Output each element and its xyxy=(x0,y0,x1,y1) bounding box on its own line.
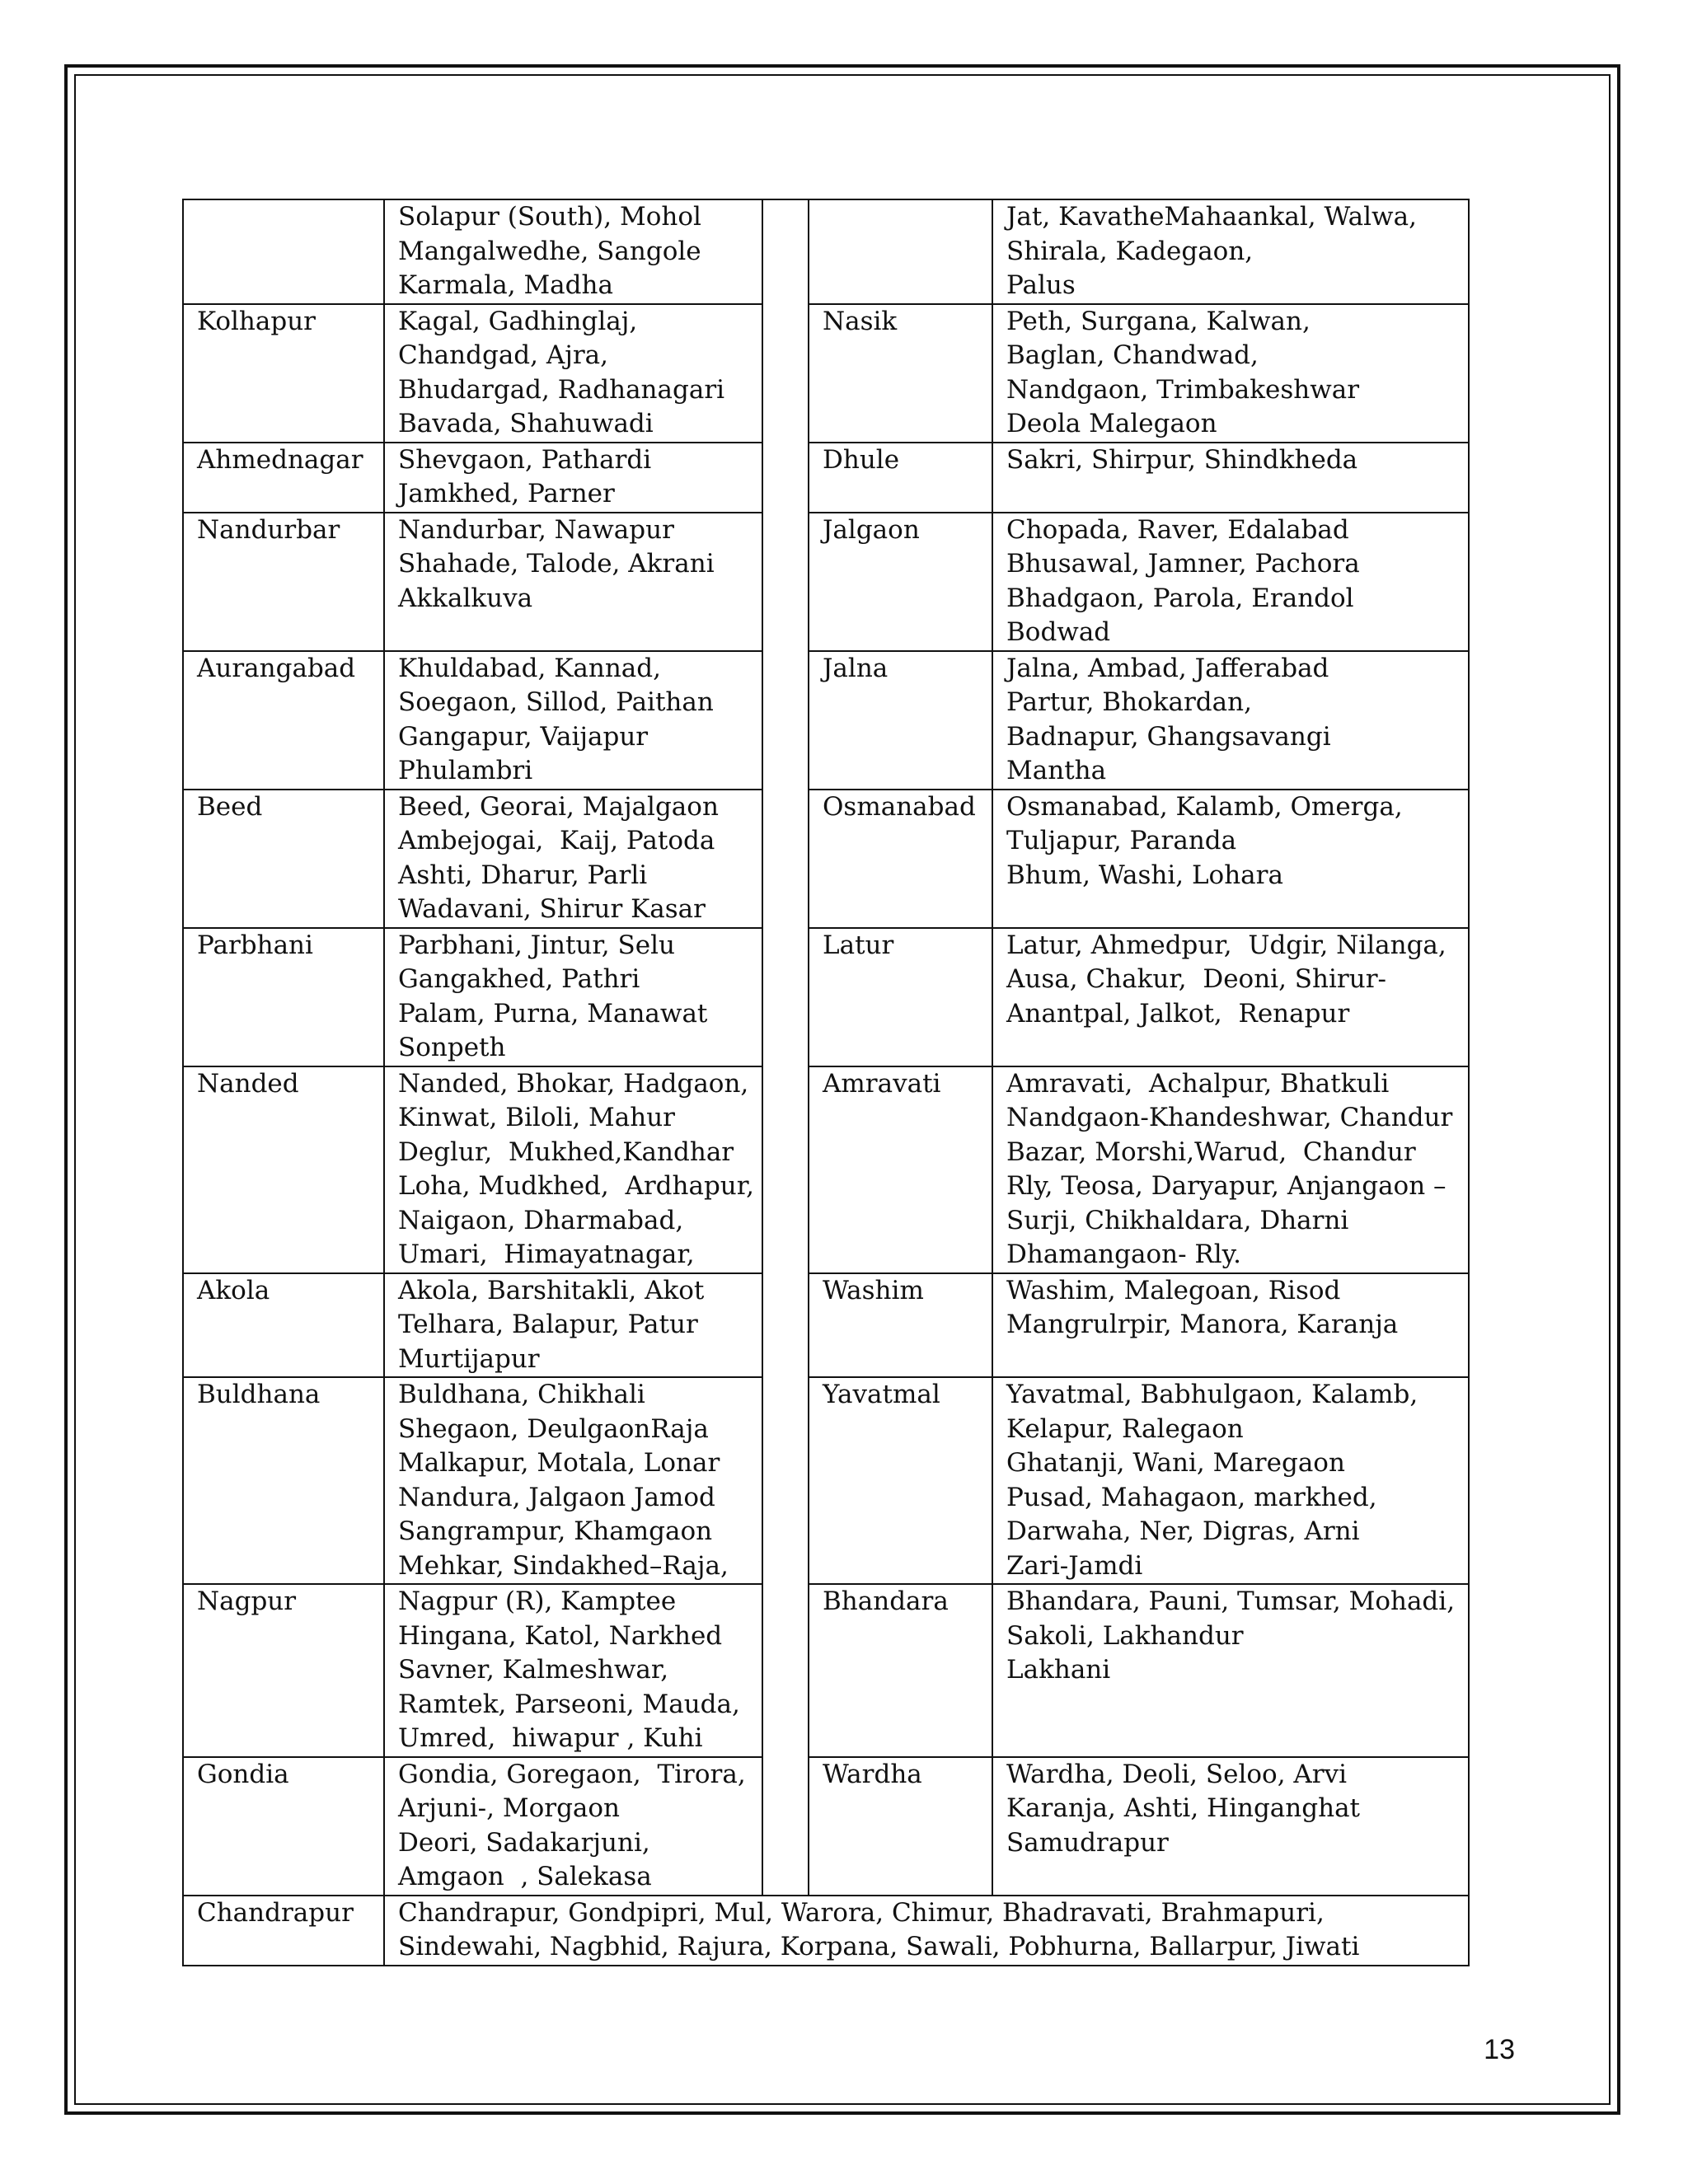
district-name-cell: Chandrapur xyxy=(183,1896,384,1966)
taluka-list-cell: Solapur (South), Mohol Mangalwedhe, Sangole Karmala, Madha xyxy=(384,199,762,304)
taluka-list-cell: Kagal, Gadhinglaj, Chandgad, Ajra, Bhudargad, Radhanagari Bavada, Shahuwadi xyxy=(384,304,762,443)
taluka-list-cell: Khuldabad, Kannad, Soegaon, Sillod, Paithan Gangapur, Vaijapur Phulambri xyxy=(384,651,762,790)
table-row xyxy=(183,1377,1469,1584)
district-name-cell: Buldhana xyxy=(183,1377,384,1584)
table-row xyxy=(183,513,1469,651)
taluka-list-cell: Latur, Ahmedpur, Udgir, Nilanga, Ausa, Chakur, Deoni, Shirur- Anantpal, Jalkot, Renapur xyxy=(992,928,1469,1066)
district-name-cell xyxy=(183,199,384,304)
taluka-list-cell: Chandrapur, Gondpipri, Mul, Warora, Chimur, Bhadravati, Brahmapuri, Sindewahi, Nagbhid, Rajura, Korpana, Sawali, Pobhurna, Ballarpur, Jiwati xyxy=(384,1896,1469,1966)
table-row xyxy=(183,790,1469,928)
district-name-cell: Jalgaon xyxy=(809,513,992,651)
district-name-cell: Beed xyxy=(183,790,384,928)
district-name-cell: Ahmednagar xyxy=(183,443,384,513)
district-name-cell: Washim xyxy=(809,1273,992,1378)
taluka-list-cell: Amravati, Achalpur, Bhatkuli Nandgaon-Khandeshwar, Chandur Bazar, Morshi,Warud, Chandur Rly, Teosa, Daryapur, Anjangaon – Surji, Chikhaldara, Dharni Dhamangaon- Rly. xyxy=(992,1066,1469,1273)
district-name-cell: Bhandara xyxy=(809,1584,992,1757)
district-name-cell: Nanded xyxy=(183,1066,384,1273)
district-name-cell: Yavatmal xyxy=(809,1377,992,1584)
district-name-cell: Osmanabad xyxy=(809,790,992,928)
taluka-list-cell: Akola, Barshitakli, Akot Telhara, Balapur, Patur Murtijapur xyxy=(384,1273,762,1378)
taluka-list-cell: Nandurbar, Nawapur Shahade, Talode, Akrani Akkalkuva xyxy=(384,513,762,651)
taluka-list-cell: Jalna, Ambad, Jafferabad Partur, Bhokardan, Badnapur, Ghangsavangi Mantha xyxy=(992,651,1469,790)
taluka-list-cell: Peth, Surgana, Kalwan, Baglan, Chandwad, Nandgaon, Trimbakeshwar Deola Malegaon xyxy=(992,304,1469,443)
district-name-cell: Parbhani xyxy=(183,928,384,1066)
taluka-list-cell: Jat, KavatheMahaankal, Walwa, Shirala, Kadegaon, Palus xyxy=(992,199,1469,304)
table-body xyxy=(183,199,1469,1966)
table-row xyxy=(183,1066,1469,1273)
district-name-cell: Aurangabad xyxy=(183,651,384,790)
taluka-list-cell: Washim, Malegoan, Risod Mangrulrpir, Manora, Karanja xyxy=(992,1273,1469,1378)
table-row xyxy=(183,1896,1469,1966)
district-name-cell: Dhule xyxy=(809,443,992,513)
page-number: 13 xyxy=(1484,2034,1515,2065)
district-name-cell xyxy=(809,199,992,304)
table-row xyxy=(183,1273,1469,1378)
taluka-list-cell: Wardha, Deoli, Seloo, Arvi Karanja, Ashti, Hinganghat Samudrapur xyxy=(992,1757,1469,1896)
taluka-list-cell: Beed, Georai, Majalgaon Ambejogai, Kaij, Patoda Ashti, Dharur, Parli Wadavani, Shirur Kasar xyxy=(384,790,762,928)
district-name-cell: Akola xyxy=(183,1273,384,1378)
district-taluka-table xyxy=(182,199,1470,1966)
taluka-list-cell: Parbhani, Jintur, Selu Gangakhed, Pathri Palam, Purna, Manawat Sonpeth xyxy=(384,928,762,1066)
district-name-cell: Amravati xyxy=(809,1066,992,1273)
taluka-list-cell: Nanded, Bhokar, Hadgaon, Kinwat, Biloli, Mahur Deglur, Mukhed,Kandhar Loha, Mudkhed, Ardhapur, Naigaon, Dharmabad, Umari, Himayatnagar, xyxy=(384,1066,762,1273)
district-name-cell: Nandurbar xyxy=(183,513,384,651)
table-row xyxy=(183,928,1469,1066)
taluka-list-cell: Sakri, Shirpur, Shindkheda xyxy=(992,443,1469,513)
taluka-list-cell: Buldhana, Chikhali Shegaon, DeulgaonRaja Malkapur, Motala, Lonar Nandura, Jalgaon Jamod Sangrampur, Khamgaon Mehkar, Sindakhed–Raja, xyxy=(384,1377,762,1584)
district-name-cell: Gondia xyxy=(183,1757,384,1896)
table-row xyxy=(183,1584,1469,1757)
district-name-cell: Nasik xyxy=(809,304,992,443)
taluka-list-cell: Bhandara, Pauni, Tumsar, Mohadi, Sakoli, Lakhandur Lakhani xyxy=(992,1584,1469,1757)
district-name-cell: Nagpur xyxy=(183,1584,384,1757)
table-row xyxy=(183,443,1469,513)
taluka-list-cell: Gondia, Goregaon, Tirora, Arjuni-, Morgaon Deori, Sadakarjuni, Amgaon , Salekasa xyxy=(384,1757,762,1896)
taluka-list-cell: Nagpur (R), Kamptee Hingana, Katol, Narkhed Savner, Kalmeshwar, Ramtek, Parseoni, Mauda, Umred, hiwapur , Kuhi xyxy=(384,1584,762,1757)
taluka-list-cell: Yavatmal, Babhulgaon, Kalamb, Kelapur, Ralegaon Ghatanji, Wani, Maregaon Pusad, Mahagaon, markhed, Darwaha, Ner, Digras, Arni Zari-Jamdi xyxy=(992,1377,1469,1584)
spacer-column xyxy=(762,199,809,1896)
table-row xyxy=(183,199,1469,304)
district-name-cell: Jalna xyxy=(809,651,992,790)
district-name-cell: Latur xyxy=(809,928,992,1066)
taluka-list-cell: Chopada, Raver, Edalabad Bhusawal, Jamner, Pachora Bhadgaon, Parola, Erandol Bodwad xyxy=(992,513,1469,651)
table-row xyxy=(183,1757,1469,1896)
district-name-cell: Kolhapur xyxy=(183,304,384,443)
table-row xyxy=(183,651,1469,790)
taluka-list-cell: Osmanabad, Kalamb, Omerga, Tuljapur, Paranda Bhum, Washi, Lohara xyxy=(992,790,1469,928)
district-name-cell: Wardha xyxy=(809,1757,992,1896)
taluka-list-cell: Shevgaon, Pathardi Jamkhed, Parner xyxy=(384,443,762,513)
table-row xyxy=(183,304,1469,443)
